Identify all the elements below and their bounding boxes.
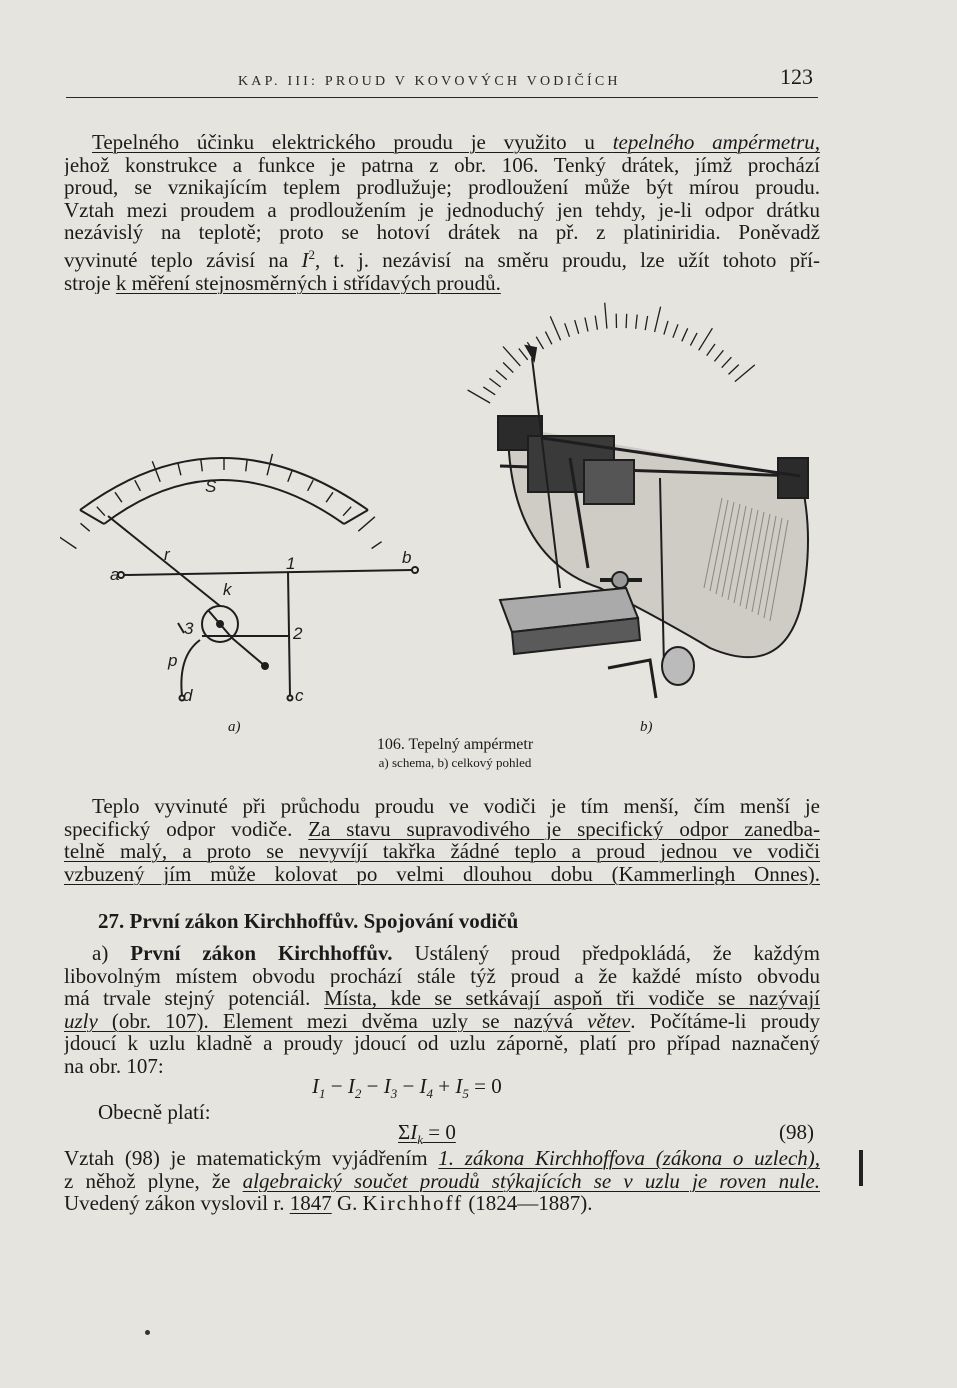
dial-tick bbox=[729, 365, 739, 375]
figure-label-a: a) bbox=[228, 719, 241, 735]
scale-tick bbox=[246, 459, 248, 471]
text-line: má trvale stejný potenciál. Místa, kde se setkávají aspoň tři vodiče se nazývají bbox=[64, 987, 820, 1010]
dial-tick bbox=[468, 390, 491, 403]
dial-tick bbox=[483, 387, 495, 395]
label-b: b bbox=[402, 548, 412, 567]
dial-tick bbox=[550, 316, 560, 340]
drawing-b bbox=[468, 303, 808, 698]
text-line: Teplo vyvinuté při průchodu proudu ve vodiči je tím menší, čím menší je bbox=[92, 795, 820, 818]
figure-subcaption: a) schema, b) celkový pohled bbox=[378, 755, 532, 770]
adjust-screw bbox=[608, 660, 656, 698]
paragraph-superconductivity bbox=[64, 795, 820, 885]
paragraph-kirchhoff-law bbox=[64, 942, 820, 1078]
terminal-b bbox=[412, 567, 418, 573]
header-rule bbox=[66, 97, 818, 98]
dial-tick bbox=[699, 328, 713, 350]
text-line: z něhož plyne, že algebraický součet proudů stýkajících se v uzlu je roven nule. bbox=[64, 1169, 820, 1193]
equation-node-currents: $I_1 - I_2 - I_3 - I_4 + I_5 = 0$ bbox=[312, 1074, 502, 1102]
dial-tick bbox=[585, 318, 588, 332]
text-line: Vztah mezi proudem a prodloužením je jednoduchý jen tehdy, je-li odpor drátku bbox=[64, 198, 820, 222]
running-head: KAP. III: PROUD V KOVOVÝCH VODIČÍCH bbox=[238, 74, 621, 89]
bracket bbox=[584, 460, 634, 504]
dial-tick bbox=[636, 315, 638, 329]
dial-tick bbox=[655, 307, 661, 332]
scale-tick bbox=[326, 492, 333, 502]
dial-tick bbox=[536, 337, 543, 349]
label-a: a bbox=[110, 565, 120, 584]
equation-number: (98) bbox=[779, 1120, 814, 1144]
text-line: libovolným místem obvodu prochází stále týž proud a že každé místo obvodu bbox=[64, 964, 820, 988]
label-r: r bbox=[164, 545, 170, 564]
dial-tick bbox=[664, 321, 668, 335]
text-line: stroje k měření stejnosměrných i střídavých proudů. bbox=[64, 271, 501, 295]
text-line: jehož konstrukce a funkce je patrna z obr. 106. Tenký drátek, jímž prochází bbox=[64, 153, 820, 177]
dial-tick bbox=[496, 370, 507, 379]
scale-edge-left bbox=[80, 510, 104, 524]
scale-tick bbox=[201, 459, 203, 471]
scale-tick bbox=[178, 464, 181, 476]
scale-tick bbox=[372, 542, 382, 549]
text-line: vzbuzený jím může kolovat po velmi dlouhou dobu (Kammerlingh Onnes). bbox=[64, 862, 820, 886]
text-line: vyvinuté teplo závisí na $I^2$, t. j. nezávisí na směru proudu, lze užít tohoto pří- bbox=[64, 246, 820, 272]
text-line: nezávislý na teplotě; proto se hotoví drátek na př. z platiniridia. Poněvadž bbox=[64, 221, 820, 244]
scale-tick bbox=[288, 471, 292, 482]
needle-tip bbox=[526, 346, 536, 360]
dial-tick bbox=[575, 320, 579, 334]
pulley-pointer bbox=[208, 610, 232, 638]
text-line: uzly (obr. 107). Element mezi dvěma uzly se nazývá větev. Počítáme-li proudy bbox=[64, 1009, 820, 1033]
label-c: c bbox=[295, 686, 304, 705]
paragraph-first-law bbox=[64, 1147, 820, 1215]
dial-tick bbox=[682, 328, 688, 341]
text-line: Obecně platí: bbox=[98, 1101, 211, 1124]
dial-tick bbox=[673, 324, 678, 337]
text-line: na obr. 107: bbox=[64, 1054, 164, 1078]
dial-tick bbox=[690, 333, 697, 346]
dial-tick bbox=[503, 363, 513, 373]
dial-tick bbox=[626, 314, 627, 328]
scale-tick bbox=[308, 480, 314, 491]
section-heading: 27. První zákon Kirchhoffův. Spojování vodičů bbox=[98, 909, 519, 933]
paragraph-general bbox=[98, 1101, 398, 1124]
dial-tick bbox=[503, 347, 520, 366]
label-s: S bbox=[205, 477, 217, 496]
scale-tick bbox=[358, 517, 375, 531]
spring-arm bbox=[232, 638, 265, 666]
paragraph-thermal-ammeter bbox=[64, 131, 820, 294]
scale-arc-inner bbox=[104, 480, 344, 524]
right-clamp bbox=[778, 458, 808, 498]
axle-pulley bbox=[612, 572, 628, 588]
wire-1-c bbox=[288, 572, 290, 696]
dial-tick bbox=[489, 378, 500, 387]
dial-tick bbox=[605, 303, 607, 329]
margin-mark bbox=[859, 1150, 863, 1186]
dial-tick bbox=[714, 350, 723, 361]
scale-tick bbox=[135, 480, 141, 491]
scale-ticks bbox=[60, 454, 382, 549]
dial-tick bbox=[519, 349, 528, 360]
text-line: Tepelného účinku elektrického proudu je využito u tepelného ampérmetru, bbox=[92, 131, 820, 154]
label-1: 1 bbox=[286, 554, 296, 573]
label-d: d bbox=[183, 686, 193, 705]
dial-tick bbox=[545, 332, 552, 345]
scale-tick bbox=[343, 507, 351, 516]
scale-tick bbox=[115, 492, 122, 502]
terminal-c bbox=[288, 696, 293, 701]
dial-tick bbox=[735, 365, 755, 382]
dial-tick bbox=[707, 344, 715, 356]
scale-tick bbox=[152, 461, 160, 482]
equation-98: $\Sigma I_k = 0$ bbox=[398, 1120, 456, 1148]
label-p: p bbox=[168, 651, 178, 670]
dial-ticks bbox=[468, 303, 755, 403]
label-3: 3 bbox=[184, 619, 194, 638]
text-line: Uvedený zákon vyslovil r. 1847 G. Kirchhoff (1824—1887). bbox=[64, 1192, 593, 1215]
wire-a-b bbox=[124, 570, 412, 575]
text-line: telně malý, a proto se nevyvíjí takřka žádné teplo a proud jednou ve vodiči bbox=[64, 840, 820, 863]
label-2: 2 bbox=[293, 624, 303, 643]
figure-label-b: b) bbox=[640, 719, 653, 735]
figure-106 bbox=[60, 288, 840, 718]
text-line: specifický odpor vodiče. Za stavu supravodivého je specifický odpor zanedba- bbox=[64, 817, 820, 841]
dial-tick bbox=[565, 323, 570, 337]
text-line: proud, se vznikajícím teplem prodlužuje; prodloužení může být mírou proudu. bbox=[64, 176, 820, 199]
page-speck bbox=[145, 1330, 150, 1335]
dial-tick bbox=[722, 357, 732, 368]
dial-tick bbox=[595, 316, 597, 330]
scale-tick bbox=[97, 507, 105, 516]
figure-caption: 106. Tepelný ampérmetr bbox=[376, 736, 534, 753]
spring-end bbox=[262, 663, 268, 669]
scale-tick bbox=[81, 523, 90, 531]
label-k: k bbox=[223, 580, 232, 599]
text-line: a) První zákon Kirchhoffův. Ustálený proud předpokládá, že každým bbox=[92, 942, 820, 965]
text-line: jdoucí k uzlu kladně a proudy jdoucí od uzlu záporně, platí pro případ naznačený bbox=[64, 1032, 820, 1055]
scale-edge-right bbox=[344, 510, 368, 524]
dial-tick bbox=[645, 316, 647, 330]
knob bbox=[662, 647, 694, 685]
text-line: Vztah (98) je matematickým vyjádřením 1. zákona Kirchhoffova (zákona o uzlech), bbox=[64, 1147, 820, 1170]
page-number: 123 bbox=[780, 64, 813, 89]
scale-tick bbox=[60, 536, 76, 548]
